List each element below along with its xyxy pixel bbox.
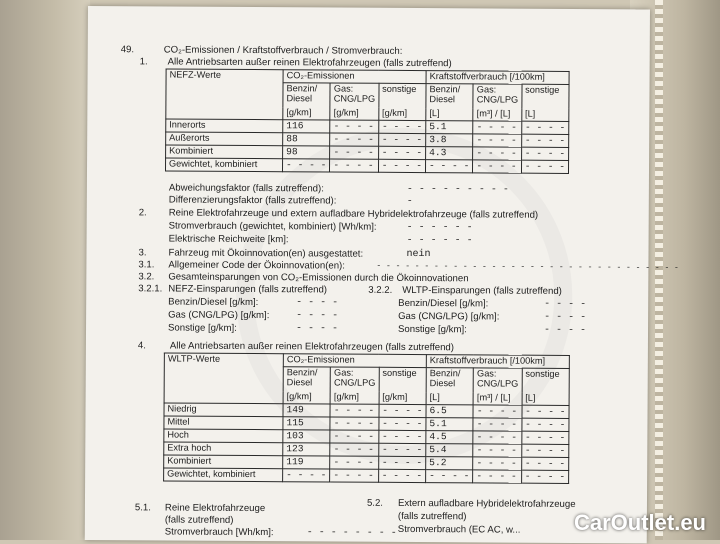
nefz-sub-col6: sonstige [522,84,569,109]
cell: 3.8 [426,134,473,147]
cell: - - - - [330,417,378,430]
section-2-number: 2. [138,207,147,219]
cell: - - - - [521,134,568,147]
cell: 119 [283,456,330,469]
nefz-savings-label: Sonstige [g/km]: [168,322,237,334]
table-row [164,468,569,483]
cell: 149 [283,404,330,417]
wltp-unit-col4: [L] [426,392,473,405]
reichweite-value: - - - - - - [406,234,473,247]
nefz-sub-col2: Gas: CNG/LPG [330,83,379,108]
cell: - - - - [330,430,378,443]
section-5-1-title: Reine Elektrofahrzeuge [164,502,266,515]
cell: 5.1 [426,121,473,134]
nefz-header-fuel: Kraftstoffverbrauch [/100km] [426,71,569,85]
cell: - - - - [378,120,425,133]
differenzierungsfaktor-value: - [406,195,413,207]
section-5-1-strom-label: Stromverbrauch [Wh/km]: [164,526,274,539]
wltp-unit-col1: [g/km] [283,391,330,404]
wltp-header-name: WLTP-Werte [164,353,283,404]
abweichungsfaktor-value: - - - - - - - - - [406,183,509,196]
cell: - - - - [378,469,425,482]
cell: 6.5 [426,405,473,418]
cell: - - - - [521,431,568,444]
section-3-number: 3. [138,247,147,259]
nefz-sub-col3: sonstige [379,83,426,108]
nefz-savings-label: Gas (CNG/LPG) [g/km]: [168,309,270,322]
cell: - - - - [473,444,521,457]
differenzierungsfaktor-label: Differenzierungsfaktor (falls zutreffend): [168,194,337,207]
nefz-sub-col1: Benzin/ Diesel [283,83,330,108]
section-3-2-number: 3.2. [138,271,155,283]
cell: - - - - [473,160,521,173]
wltp-unit-col6: [L] [522,393,569,406]
section-49-number: 49. [120,44,135,56]
reichweite-label: Elektrische Reichweite [km]: [168,233,289,246]
cell: 103 [283,430,330,443]
nefz-unit-col4: [L] [426,108,473,121]
leather-background-left [0,0,90,540]
cell: - - - - [283,469,330,482]
cell: 4.3 [426,147,473,160]
row-label: Gewichtet, kombiniert [165,158,282,172]
nefz-sub-col4: Benzin/ Diesel [426,84,473,109]
table-row [165,158,568,173]
section-2-title: Reine Elektrofahrzeuge und extern aufladbare Hybridelektrofahrzeuge (falls zutreffend) [168,207,539,221]
cell: - - - - [330,159,378,172]
cell: - - - - [473,134,521,147]
wltp-sub-col3: sonstige [379,367,426,392]
section-5-2-number: 5.2. [366,497,384,509]
section-5-2-sub: (falls zutreffend) [397,510,467,523]
cell: - - - - [473,121,521,134]
row-label: Kombiniert [166,145,283,159]
cell: - - - - [378,146,425,159]
nefz-savings-label: Benzin/Diesel [g/km]: [168,296,259,309]
cell: - - - - [378,159,425,172]
cell: - - - - [378,456,425,469]
section-5-2-strom-label: Stromverbrauch (EC AC, w... [397,523,521,536]
cell: - - - - [473,470,521,483]
cell: - - - - [521,457,568,470]
section-5-1-sub: (falls zutreffend) [164,514,234,526]
row-label: Mittel [164,416,283,430]
section-3-title: Fahrzeug mit Ökoinnovation(en) ausgestattet: [168,247,364,260]
row-label: Extra hoch [164,442,283,456]
section-3-1-number: 3.1. [138,259,155,271]
wltp-unit-col3: [g/km] [379,392,426,405]
cell: - - - - [330,133,378,146]
section-3-2-2-number: 3.2.2. [368,284,393,296]
section-1-title: Alle Antriebsarten außer reinen Elektrofahrzeugen (falls zutreffend) [167,56,452,70]
nefz-unit-col2: [g/km] [330,107,378,120]
cell: - - - - [330,120,378,133]
row-label: Kombiniert [164,455,283,469]
cell: 5.4 [426,444,473,457]
cell: - - - - [330,469,378,482]
cell: - - - - [379,430,426,443]
wltp-savings-label: Benzin/Diesel [g/km]: [398,297,489,310]
wltp-sub-col1: Benzin/ Diesel [283,367,330,392]
cell: - - - - [379,417,426,430]
cell: - - - - [521,121,568,134]
row-label: Außerorts [166,132,283,146]
nefz-unit-col5: [m³] / [L] [473,108,521,121]
wltp-sub-col4: Benzin/ Diesel [426,368,473,393]
nefz-unit-col1: [g/km] [283,107,330,120]
cell: - - - - [473,418,521,431]
cell: - - - - [521,160,568,173]
cell: - - - - [330,456,378,469]
cell: - - - - [426,160,473,173]
cell: 115 [283,417,330,430]
cell: - - - - [473,457,521,470]
wltp-savings-value: - - - - [544,298,587,311]
cell: - - - - [522,405,569,418]
cell: - - - - [330,146,378,159]
cell: - - - - [521,444,568,457]
wltp-savings-value: - - - - [543,324,587,337]
section-3-1-value: - - - - - - - - - - - - - - - - - - - - - - - - - - - - - - - - [376,261,679,273]
cell: - - - - [378,133,425,146]
cell: - - - - [283,159,330,172]
row-label: Gewichtet, kombiniert [164,468,283,482]
wltp-sub-col6: sonstige [522,368,569,393]
cell: - - - - [378,443,425,456]
cell: - - - - [521,470,568,483]
section-49-title: CO₂-Emissionen / Kraftstoffverbrauch / Stromverbrauch: [163,44,403,57]
section-3-2-1-number: 3.2.1. [138,283,163,295]
cell: - - - - [473,147,521,160]
document-sheet [85,6,679,543]
cell: 5.2 [426,457,473,470]
nefz-savings-value: - - - - [296,310,339,322]
nefz-header-name: NEFZ-Werte [166,69,283,120]
section-1-number: 1. [139,56,148,68]
cell: 88 [283,133,330,146]
wltp-header-fuel: Kraftstoffverbrauch [/100km] [426,355,569,369]
cell: 98 [283,146,330,159]
cell: 116 [283,120,330,133]
section-3-2-title: Gesamteinsparungen von CO₂-Emissionen durch die Ökoinnovationen [168,271,469,285]
section-4-number: 4. [137,340,146,352]
row-label: Hoch [164,429,283,443]
cell: - - - - [426,470,473,483]
nefz-savings-value: - - - - [296,297,339,309]
wltp-savings-label: Gas (CNG/LPG) [g/km]: [398,310,500,323]
nefz-unit-col6: [L] [521,109,568,122]
abweichungsfaktor-label: Abweichungsfaktor (falls zutreffend): [168,182,324,195]
cell: 5.1 [426,418,473,431]
nefz-table [165,68,570,173]
wltp-unit-col2: [g/km] [330,391,378,404]
nefz-savings-value: - - - - [295,323,339,335]
wltp-header-co2: CO₂-Emissionen [283,354,426,368]
wltp-table [163,352,570,483]
caroutlet-watermark-logo: CarOutlet.eu [573,510,706,535]
row-label: Niedrig [164,403,283,417]
wltp-unit-col5: [m³] / [L] [473,392,521,405]
cell: - - - - [473,405,521,418]
nefz-unit-col3: [g/km] [379,108,426,121]
section-5-2-title: Extern aufladbare Hybridelektrofahrzeuge [397,497,576,510]
section-3-2-1-title: NEFZ-Einsparungen (falls zutreffend) [168,283,328,296]
cell: 123 [283,443,330,456]
section-3-2-2-title: WLTP-Einsparungen (falls zutreffend) [402,284,562,297]
nefz-header-co2: CO₂-Emissionen [283,70,426,84]
cell: - - - - [330,443,378,456]
wltp-savings-label: Sonstige [g/km]: [397,323,467,336]
section-3-1-title: Allgemeiner Code der Ökoinnovation(en): [168,259,345,272]
stromverbrauch-value: - - - - - - [406,221,473,234]
cell: - - - - [521,147,568,160]
section-4-title: Alle Antriebsarten außer reinen Elektrofahrzeugen (falls zutreffend) [169,340,455,354]
row-label: Innerorts [166,119,283,133]
wltp-savings-value: - - - - [544,311,587,324]
section-3-value: nein [406,248,431,261]
stromverbrauch-label: Stromverbrauch (gewichtet, kombiniert) [Wh/km]: [168,220,377,233]
wltp-sub-col5: Gas: CNG/LPG [473,368,522,393]
wltp-sub-col2: Gas: CNG/LPG [330,367,379,392]
cell: - - - - [379,404,426,417]
cell: - - - - [330,404,378,417]
section-5-1-strom-value: - - - - - - - - [306,527,397,539]
cell: - - - - [522,418,569,431]
nefz-sub-col5: Gas: CNG/LPG [473,84,522,109]
section-5-1-number: 5.1. [134,502,151,514]
cell: - - - - [473,431,521,444]
cell: 4.5 [426,431,473,444]
